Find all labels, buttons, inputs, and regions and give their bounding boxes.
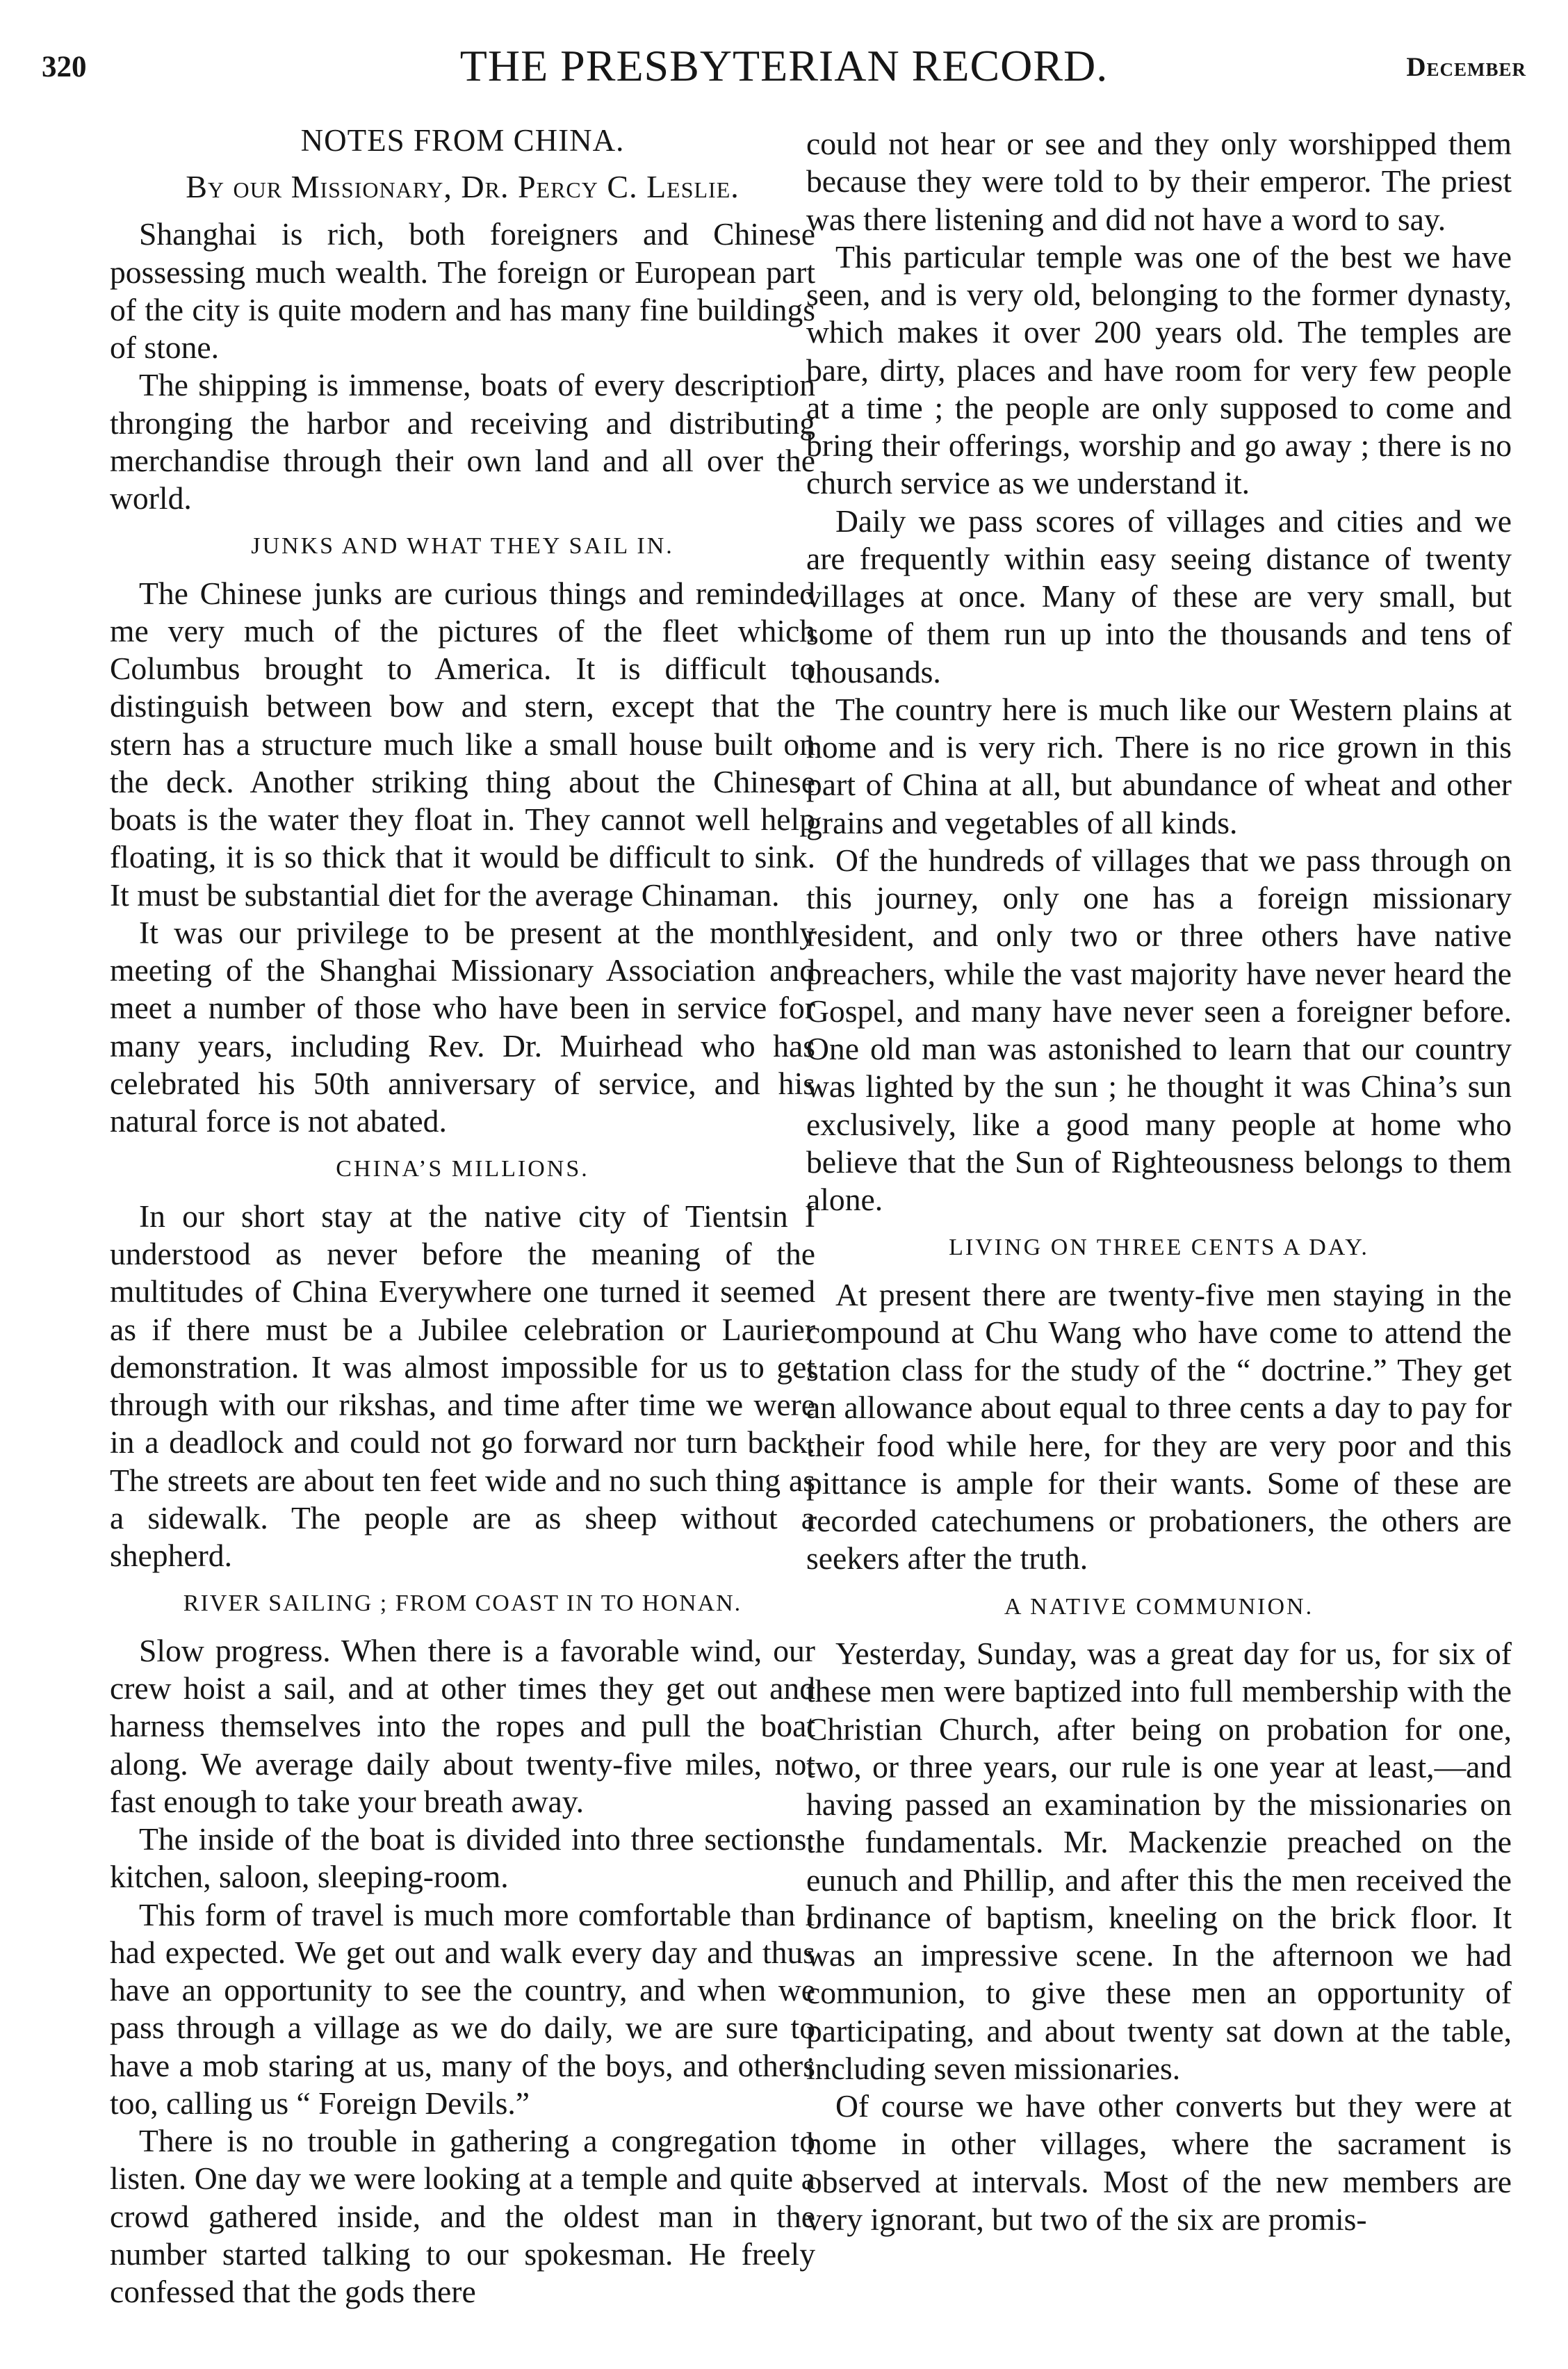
section-heading: CHINA’S MILLIONS. bbox=[336, 1156, 589, 1182]
issue-month: December bbox=[1406, 52, 1526, 82]
page-number: 320 bbox=[42, 51, 87, 83]
body-paragraph: It was our privilege to be present at the monthly meeting of the Shanghai Missionary Association and meet a number of those who have been in service for many years, including Rev. Dr. Muirhead who has celebrated his 50th anniversary of service, and his natural force is not abated. bbox=[110, 914, 815, 1139]
section-heading: RIVER SAILING ; FROM COAST IN TO HONAN. bbox=[183, 1590, 742, 1617]
body-paragraph: Shanghai is rich, both foreigners and Chinese possessing much wealth. The foreign or European part of the city is quite modern and has many fine buildings of stone. bbox=[110, 216, 815, 366]
journal-title: THE PRESBYTERIAN RECORD. bbox=[459, 41, 1109, 90]
running-head bbox=[42, 40, 1526, 103]
body-paragraph: Of course we have other converts but they were at home in other villages, where the sacrament is observed at intervals. Most of the new members are very ignorant, but two of the six are promis- bbox=[806, 2088, 1512, 2237]
body-paragraph: The inside of the boat is divided into three sections: kitchen, saloon, sleeping-room. bbox=[110, 1821, 815, 1895]
body-paragraph: Slow progress. When there is a favorable wind, our crew hoist a sail, and at other times they get out and harness themselves into the ropes and pull the boat along. We average daily about twenty-five miles, not fast enough to take your breath away. bbox=[110, 1632, 815, 1819]
body-paragraph: This form of travel is much more comfortable than I had expected. We get out and walk every day and thus have an opportunity to see the country, and when we pass through a village as we do daily, we are sure to have a mob staring at us, many of the boys, and others too, calling us “ Foreign Devils.” bbox=[110, 1896, 815, 2121]
body-paragraph: could not hear or see and they only worshipped them because they were told to by their emperor. The priest was there listening and did not have a word to say. bbox=[806, 126, 1512, 237]
right-column bbox=[806, 125, 1512, 2238]
article-title: NOTES FROM CHINA. bbox=[300, 123, 625, 158]
body-paragraph: Daily we pass scores of villages and cities and we are frequently within easy seeing distance of twenty villages at once. Many of these are very small, but some of them run up into the thousands and tens of thousands. bbox=[806, 503, 1512, 690]
body-paragraph: The Chinese junks are curious things and reminded me very much of the pictures of the fleet which Columbus brought to America. It is difficult to distinguish between bow and stern, except that the stern has a structure much like a small house built on the deck. Another striking thing about the Chinese boats is the water they float in. They cannot well help floating, it is so thick that it would be difficult to sink. It must be substantial diet for the average Chinaman. bbox=[110, 575, 815, 913]
body-paragraph: Yesterday, Sunday, was a great day for us, for six of these men were baptized into full membership with the Christian Church, after being on probation for one, two, or three years, our rule is one year at least,—and having passed an examination by the missionaries on the fundamentals. Mr. Mackenzie preached on the eunuch and Phillip, and after this the men received the ordinance of baptism, kneeling on the brick floor. It was an impressive scene. In the afternoon we had communion, to give these men an opportunity of participating, and about twenty sat down at the table, including seven missionaries. bbox=[806, 1636, 1512, 2086]
left-column bbox=[110, 122, 815, 2311]
body-paragraph: This particular temple was one of the best we have seen, and is very old, belonging to the former dynasty, which makes it over 200 years old. The temples are bare, dirty, places and have room for very few people at a time ; the people are only supposed to come and bring their offerings, worship and go away ; there is no church service as we understand it. bbox=[806, 238, 1512, 501]
body-paragraph: The country here is much like our Western plains at home and is very rich. There is no rice grown in this part of China at all, but abundance of wheat and other grains and vegetables of all kinds. bbox=[806, 691, 1512, 840]
body-paragraph: In our short stay at the native city of Tientsin I understood as never before the meaning of the multitudes of China Everywhere one turned it seemed as if there must be a Jubilee celebration or Laurier demonstration. It was almost impossible for us to get through with our rikshas, and time after time we were in a deadlock and could not go forward nor turn back. The streets are about ten feet wide and no such thing as a sidewalk. The people are as sheep without a shepherd. bbox=[110, 1198, 815, 1574]
body-paragraph: There is no trouble in gathering a congregation to listen. One day we were looking at a temple and quite a crowd gathered inside, and the oldest man in the number started talking to our spokesman. He freely confessed that the gods there bbox=[110, 2123, 815, 2310]
section-heading: LIVING ON THREE CENTS A DAY. bbox=[949, 1235, 1369, 1261]
body-paragraph: The shipping is immense, boats of every description thronging the harbor and receiving and distributing merchandise through their own land and all over the world. bbox=[110, 367, 815, 516]
section-heading: A NATIVE COMMUNION. bbox=[1004, 1593, 1314, 1620]
body-paragraph: At present there are twenty-five men staying in the compound at Chu Wang who have come to attend the station class for the study of the “ doctrine.” They get an allowance about equal to three cents a day to pay for their food while here, for they are very poor and this pittance is ample for their wants. Some of these are recorded catechumens or probationers, the others are seekers after the truth. bbox=[806, 1276, 1512, 1577]
body-paragraph: Of the hundreds of villages that we pass through on this journey, only one has a foreign missionary resident, and only two or three others have native preachers, while the vast majority have never heard the Gospel, and many have never seen a foreigner before. One old man was astonished to learn that our country was lighted by the sun ; he thought it was China’s sun exclusively, like a good many people at home who believe that the Sun of Righteousness belongs to them alone. bbox=[806, 842, 1512, 1217]
section-heading: JUNKS AND WHAT THEY SAIL IN. bbox=[251, 533, 674, 560]
article-byline: By our Missionary, Dr. Percy C. Leslie. bbox=[186, 168, 740, 204]
